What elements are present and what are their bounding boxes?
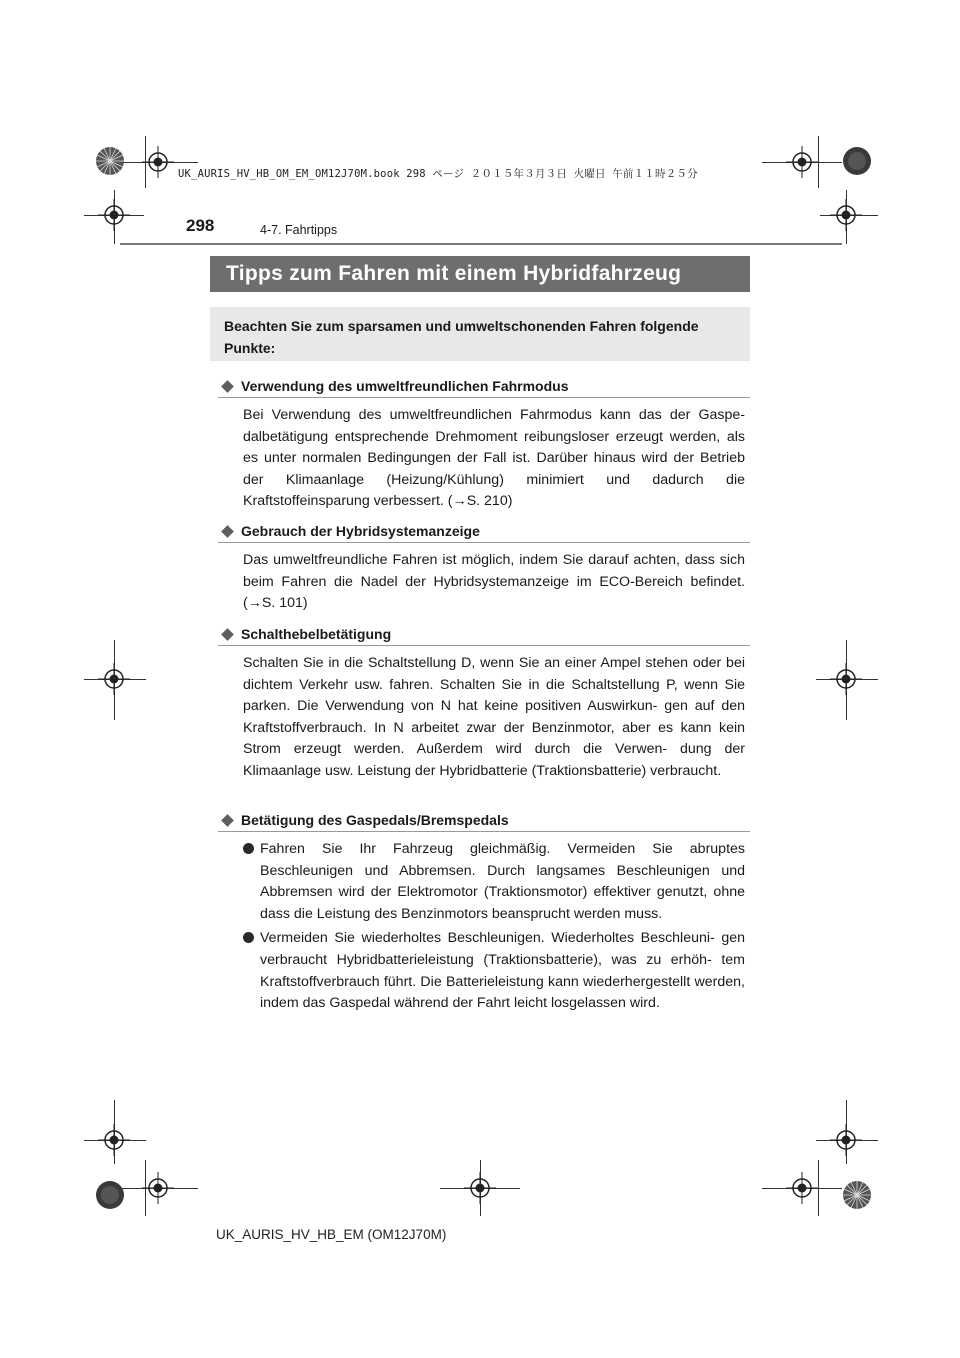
color-target-icon: [842, 146, 872, 176]
section-shift-lever: [218, 623, 750, 783]
registration-mark-icon: [92, 1118, 136, 1162]
header-rule: [120, 243, 842, 245]
section-hybrid-indicator: [218, 520, 750, 615]
document-code: UK_AURIS_HV_HB_EM (OM12J70M): [216, 1227, 447, 1242]
color-target-icon: [95, 1180, 125, 1210]
page-title: Tipps zum Fahren mit einem Hybridfahrzeug: [210, 256, 750, 292]
section-heading: [218, 375, 750, 398]
diamond-bullet-icon: [221, 814, 234, 827]
section-heading: [218, 623, 750, 646]
registration-mark-icon: [458, 1166, 502, 1210]
diamond-bullet-icon: [221, 380, 234, 393]
section-heading-text: Schalthebelbetätigung: [241, 626, 392, 642]
page-number: 298: [186, 216, 215, 235]
registration-mark-icon: [780, 1166, 824, 1210]
registration-mark-icon: [780, 140, 824, 184]
registration-mark-icon: [824, 1118, 868, 1162]
intro-box: Beachten Sie zum sparsamen und umweltschonenden Fahren folgende Punkte:: [210, 307, 750, 361]
list-item: [243, 928, 745, 1014]
section-text: Das umweltfreundliche Fahren ist möglich, indem Sie darauf achten, dass sich beim Fahren die Nadel der Hybridsystemanzeige im ECO-Bereich befindet. (→S. 101): [243, 552, 745, 612]
registration-mark-icon: [136, 1166, 180, 1210]
print-info: UK_AURIS_HV_HB_OM_EM_OM12J70M.book 298 ページ ２０１５年３月３日 火曜日 午前１１時２５分: [178, 168, 698, 180]
color-target-icon: [95, 146, 125, 176]
registration-mark-icon: [136, 140, 180, 184]
registration-mark-icon: [824, 193, 868, 237]
diamond-bullet-icon: [221, 628, 234, 641]
section-text: Bei Verwendung des umweltfreundlichen Fahrmodus kann das der Gaspe- dalbetätigung entsprechende Drehmoment reibungsloser erzeugt werden, als es unter normalen Bedingungen der Fall ist. Darüber hinaus wird der Betrieb der Klimaanlage (Heizung/Kühlung) minimiert und dadurch die Kraftstoffeinsparung verbessert. (→S. 210): [243, 407, 745, 510]
section-heading-text: Verwendung des umweltfreundlichen Fahrmodus: [241, 378, 569, 394]
section-text: Schalten Sie in die Schaltstellung D, wenn Sie an einer Ampel stehen oder bei dichtem Verkehr usw. fahren. Schalten Sie in die Schaltstellung P, wenn Sie parken. Die Verwendung von N hat keine positiven Auswirkun- gen auf den Kraftstoffverbrauch. In N arbeitet zwar der Benzinmotor, aber es kann kein Strom erzeugt werden. Außerdem wird durch die Verwen- dung der Klimaanlage usw. Leistung der Hybridbatterie (Traktionsbatterie) verbraucht.: [243, 655, 745, 779]
bullet-icon: [243, 932, 254, 943]
section-eco-mode: [218, 375, 750, 513]
section-heading-text: Gebrauch der Hybridsystemanzeige: [241, 523, 480, 539]
registration-mark-icon: [92, 193, 136, 237]
bullet-icon: [243, 843, 254, 854]
color-target-icon: [842, 1180, 872, 1210]
section-label: 4-7. Fahrtipps: [260, 223, 338, 237]
section-pedals: [218, 809, 750, 1015]
list-item-text: Vermeiden Sie wiederholtes Beschleunigen. Wiederholtes Beschleuni- gen verbraucht Hybridbatterieleistung (Traktionsbatterie), was zu erhöh- tem Kraftstoffverbrauch führt. Die Batterieleistung kann wiederhergestellt werden, indem das Gaspedal während der Fahrt leicht losgelassen wird.: [260, 930, 745, 1012]
section-heading: [218, 809, 750, 832]
registration-mark-icon: [824, 657, 868, 701]
section-heading: [218, 520, 750, 543]
list-item: [243, 839, 745, 925]
diamond-bullet-icon: [221, 525, 234, 538]
list-item-text: Fahren Sie Ihr Fahrzeug gleichmäßig. Vermeiden Sie abruptes Beschleunigen und Abbremsen. Durch langsames Beschleunigen und Abbremsen wird der Elektromotor (Traktionsmotor) effektiver genutzt, ohne dass die Leistung des Benzinmotors beansprucht werden muss.: [260, 841, 745, 922]
section-heading-text: Betätigung des Gaspedals/Bremspedals: [241, 812, 509, 828]
registration-mark-icon: [92, 657, 136, 701]
